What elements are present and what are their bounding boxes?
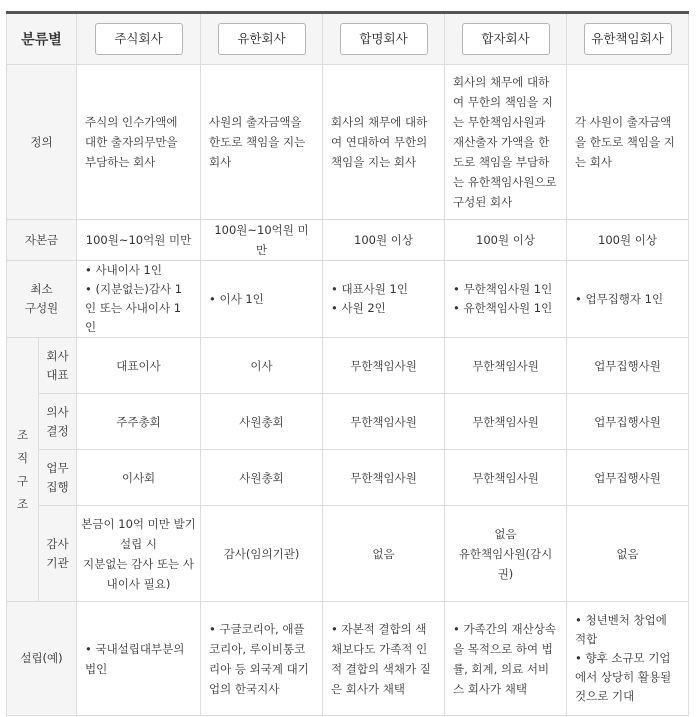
min-members-stock xyxy=(77,261,201,338)
execution-limited-partnership: 무한책임사원 xyxy=(445,450,567,506)
capital-limited-partnership: 100원 이상 xyxy=(445,220,567,261)
decision-stock: 주주총회 xyxy=(77,394,201,450)
definition-limited-partnership: 회사의 채무에 대하여 무한의 책임을 지는 무한책임사원과 재산출자 가액을 한도로 책임을 부담하는 유한책임사원으로 구성된 회사 xyxy=(445,65,567,220)
org-label-char: 조 xyxy=(16,427,29,442)
decision-label-line1: 의사 xyxy=(46,404,69,419)
examples-stock-text: • 국내설립대부분의 법인 xyxy=(85,642,184,676)
examples-llc2 xyxy=(567,602,689,716)
audit-stock-line: 설립 시 xyxy=(120,536,157,551)
examples-row xyxy=(7,602,689,716)
definition-llc: 사원의 출자금액을 한도로 책임을 지는 회사 xyxy=(201,65,323,220)
capital-row xyxy=(7,220,689,261)
min-members-llc-item: • 이사 1인 xyxy=(209,290,314,309)
examples-limited-partnership xyxy=(445,602,567,716)
examples-label: 설립(예) xyxy=(7,602,77,716)
min-members-llc2-item: • 업무집행자 1인 xyxy=(575,290,680,309)
decision-partnership: 무한책임사원 xyxy=(323,394,445,450)
audit-stock-line: 지분없는 감사 또는 사 xyxy=(83,556,194,571)
audit-partnership: 없음 xyxy=(323,506,445,602)
execution-label-line1: 업무 xyxy=(46,460,69,475)
representative-stock: 대표이사 xyxy=(77,338,201,394)
audit-label-line1: 감사 xyxy=(46,536,69,551)
min-members-llc xyxy=(201,261,323,338)
tab-llc-cell xyxy=(201,13,323,65)
audit-lp-line1: 없음 xyxy=(494,526,517,541)
min-members-limited-partnership xyxy=(445,261,567,338)
representative-limited-partnership: 무한책임사원 xyxy=(445,338,567,394)
audit-label-line2: 기관 xyxy=(46,555,69,570)
min-members-label xyxy=(7,261,77,338)
decision-row xyxy=(7,394,689,450)
examples-lp-text: • 가족간의 재산상속을 목적으로 하여 법률, 회계, 의료 서비스 회사가 채택 xyxy=(453,622,556,696)
min-members-stock-item: • (지분없는)감사 1인 또는 사내이사 1인 xyxy=(85,280,192,337)
tab-limited-company[interactable]: 유한회사 xyxy=(218,23,306,55)
tab-limited-liability-company[interactable]: 유한책임회사 xyxy=(584,23,672,55)
min-members-llc2 xyxy=(567,261,689,338)
definition-row xyxy=(7,65,689,220)
tab-llc2-cell xyxy=(567,13,689,65)
definition-label: 정의 xyxy=(7,65,77,220)
representative-label-line1: 회사 xyxy=(46,348,69,363)
execution-stock: 이사회 xyxy=(77,450,201,506)
execution-partnership: 무한책임사원 xyxy=(323,450,445,506)
audit-label xyxy=(39,506,77,602)
representative-llc: 이사 xyxy=(201,338,323,394)
definition-llc2: 각 사원이 출자금액을 한도로 책임을 지는 회사 xyxy=(567,65,689,220)
examples-llc2-item: • 청년벤처 창업에 적합 xyxy=(575,611,680,649)
company-type-comparison xyxy=(6,11,688,716)
org-label-char: 직 xyxy=(16,450,29,465)
org-label-char: 구 xyxy=(16,473,29,488)
tab-partnership-cell xyxy=(323,13,445,65)
audit-stock-line: 본금이 10억 미만 발기 xyxy=(81,516,196,531)
capital-llc: 100원~10억원 미만 xyxy=(201,220,323,261)
capital-stock: 100원~10억원 미만 xyxy=(77,220,201,261)
definition-stock: 주식의 인수가액에 대한 출자의무만을 부담하는 회사 xyxy=(77,65,201,220)
execution-label-line2: 집행 xyxy=(46,479,69,494)
representative-label xyxy=(39,338,77,394)
tab-stock-company-cell xyxy=(77,13,201,65)
min-members-lp-item: • 유한책임사원 1인 xyxy=(453,299,558,318)
min-members-stock-item: • 사내이사 1인 xyxy=(85,261,192,280)
execution-label xyxy=(39,450,77,506)
category-label: 분류별 xyxy=(7,13,77,65)
representative-row xyxy=(7,338,689,394)
audit-row xyxy=(7,506,689,602)
representative-llc2: 업무집행사원 xyxy=(567,338,689,394)
tab-limited-partnership[interactable]: 합자회사 xyxy=(462,23,550,55)
min-members-partnership-item: • 대표사원 1인 xyxy=(331,280,436,299)
examples-stock xyxy=(77,602,201,716)
capital-label: 자본금 xyxy=(7,220,77,261)
examples-llc xyxy=(201,602,323,716)
comparison-table xyxy=(6,11,689,716)
decision-llc: 사원총회 xyxy=(201,394,323,450)
tab-limited-partnership-cell xyxy=(445,13,567,65)
audit-stock-line: 내이사 필요) xyxy=(106,576,171,591)
min-members-row xyxy=(7,261,689,338)
org-structure-label xyxy=(7,338,39,602)
representative-label-line2: 대표 xyxy=(46,367,69,382)
tab-general-partnership[interactable]: 합명회사 xyxy=(340,23,428,55)
tab-stock-company[interactable]: 주식회사 xyxy=(95,23,183,55)
audit-limited-partnership xyxy=(445,506,567,602)
definition-partnership: 회사의 채무에 대하여 연대하여 무한의 책임을 지는 회사 xyxy=(323,65,445,220)
min-members-label-line1: 최소 xyxy=(30,282,53,296)
examples-llc2-item: • 향후 소규모 기업에서 상당히 활용될 것으로 기대 xyxy=(575,649,680,706)
audit-lp-line2: 유한책임사원(감시권) xyxy=(458,546,553,581)
examples-partnership xyxy=(323,602,445,716)
decision-limited-partnership: 무한책임사원 xyxy=(445,394,567,450)
min-members-partnership-item: • 사원 2인 xyxy=(331,299,436,318)
min-members-lp-item: • 무한책임사원 1인 xyxy=(453,280,558,299)
capital-partnership: 100원 이상 xyxy=(323,220,445,261)
examples-llc-text: • 구글코리아, 애플코리아, 루이비통코리아 등 외국계 대기업의 한국지사 xyxy=(209,622,309,696)
execution-row xyxy=(7,450,689,506)
decision-llc2: 업무집행사원 xyxy=(567,394,689,450)
examples-partnership-text: • 자본적 결합의 색채보다도 가족적 인적 결합의 색채가 짙은 회사가 채택 xyxy=(331,622,431,696)
decision-label xyxy=(39,394,77,450)
org-label-char: 조 xyxy=(16,496,29,511)
min-members-partnership xyxy=(323,261,445,338)
decision-label-line2: 결정 xyxy=(46,423,69,438)
min-members-label-line2: 구성원 xyxy=(24,301,59,315)
execution-llc2: 업무집행사원 xyxy=(567,450,689,506)
capital-llc2: 100원 이상 xyxy=(567,220,689,261)
audit-stock xyxy=(77,506,201,602)
representative-partnership: 무한책임사원 xyxy=(323,338,445,394)
header-row xyxy=(7,13,689,65)
audit-llc: 감사(임의기관) xyxy=(201,506,323,602)
execution-llc: 사원총회 xyxy=(201,450,323,506)
audit-llc2: 없음 xyxy=(567,506,689,602)
